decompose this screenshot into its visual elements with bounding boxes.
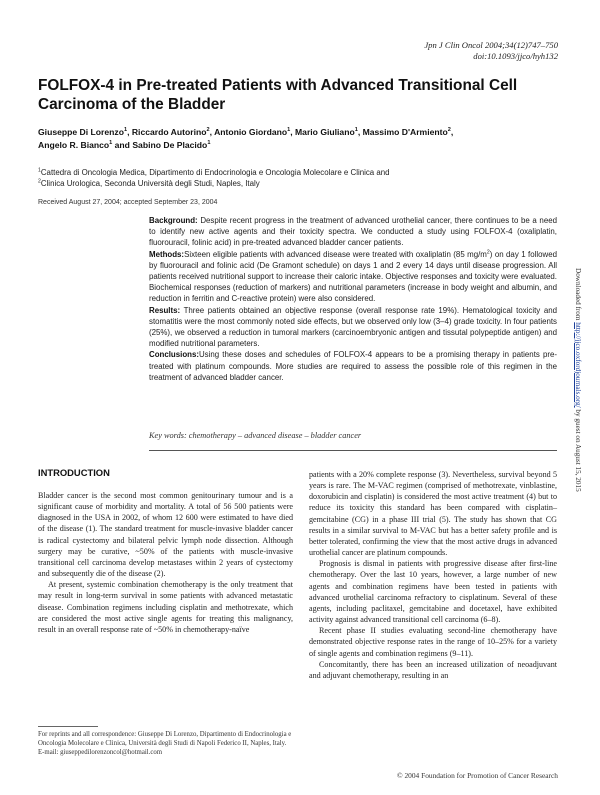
affiliation: $^2$Clinica Urologica, Seconda Università degli Studi, Naples, Italy	[38, 178, 260, 188]
journal-citation: Jpn J Clin Oncol 2004;34(12)747–750	[424, 40, 558, 50]
download-link[interactable]: http://jjco.oxfordjournals.org/	[574, 322, 582, 408]
abstract-results: Results: Three patients obtained an objective response (overall response rate 19%). Hematological toxicity and stomatitis were the most commonly noted side effects, but we observed only low (3–4) grade toxicity. In four patients (25%), we observed a reduction in tumoral markers (carcinoembryonic antigen and tissutal polypeptide antigen) and modified nutritional parameters.	[149, 305, 557, 349]
body-paragraph: Recent phase II studies evaluating second-line chemotherapy have demonstrated objective response rates in the range of 10–25% for a variety of single agents and combination regimens (9–11).	[309, 626, 557, 658]
body-paragraph: Prognosis is dismal in patients with progressive disease after first-line chemotherapy. Over the last 10 years, however, a large number of new agents and combination regimens have been tested in patients with advanced urothelial carcinoma refractory to cisplatinum. Several of these agents, including paclitaxel, gemcitabine and docetaxel, have exhibited activity against advanced transitional cell carcinoma (6–8).	[309, 559, 557, 625]
footnote-divider	[38, 726, 98, 727]
copyright-notice: © 2004 Foundation for Promotion of Cancer Research	[397, 771, 558, 780]
paper-title: FOLFOX-4 in Pre-treated Patients with Advanced Transitional Cell Carcinoma of the Bladder	[38, 77, 518, 113]
section-heading: INTRODUCTION	[38, 467, 110, 478]
abstract	[149, 215, 557, 383]
download-sidebar: Downloaded from http://jjco.oxfordjournals.org/ by guest on August 15, 2015	[574, 268, 582, 492]
author: Angelo R. Bianco$^1$	[38, 139, 113, 150]
author: Mario Giuliano$^1$	[295, 127, 358, 137]
abstract-conclusions: Conclusions:Using these doses and schedules of FOLFOX-4 appears to be a promising therapy in patients pre-treated with platinum compounds. More studies are required to assess the possible role of this regimen in the treatment of advanced bladder cancer.	[149, 350, 557, 382]
body-paragraph: Concomitantly, there has been an increased utilization of neoadjuvant and adjuvant chemotherapy, resulting in an	[309, 659, 557, 680]
correspondence-footnote	[38, 731, 293, 758]
body-paragraph: patients with a 20% complete response (3). Nevertheless, survival beyond 5 years is rare. The M-VAC regimen (comprised of methotrexate, vinblastine, doxorubicin and cisplatin) is considered the most active treatment (4) but to reduce its toxicity this standard has been compared with cisplatin–gemcitabine (CG) in a phase III trial (5). The study has shown that CG results in a similar survival to M-VAC but has a better safety profile and is better tolerated, confirming the view that the most active drugs in advanced urothelial cancer are platinum compounds.	[309, 470, 557, 558]
abstract-divider	[149, 450, 557, 451]
author: Sabino De Placido$^1$	[132, 139, 211, 150]
body-paragraph: Bladder cancer is the second most common genitourinary tumour and is a significant cause of morbidity and mortality. A total of 56 500 patients were diagnosed in the USA in 2002, of whom 12 600 were estimated to have died of the disease (1). The standard treatment for muscle-invasive bladder cancer is radical cystectomy and bilateral pelvic lymph node dissection. Although surgery may be curative, ~50% of the patients with muscle-invasive transitional cell carcinoma develop metastases within 2 years of cystectomy and subsequently die of the disease (2).	[38, 491, 293, 579]
author-list: Giuseppe Di Lorenzo$^1$, Riccardo Autorino$^2$, Antonio Giordano$^1$, Mario Giuliano$^1$, Massimo D'Armiento$^2$, Angelo R. Bianco$^1$ and Sabino De Placido$^1$	[38, 127, 454, 150]
body-column-left	[38, 467, 293, 635]
affiliation: $^1$Cattedra di Oncologia Medica, Dipartimento di Endocrinologia e Oncologia Molecolare e Clinica and	[38, 167, 390, 177]
body-paragraph: At present, systemic combination chemotherapy is the only treatment that may result in long-term survival in some patients with advanced metastatic disease. Combination regimens including cisplatin and methotrexate, which are considered the most active single agents for treating this malignancy, result in an overall response rate of ~50% in chemotherapy-naïve	[38, 580, 293, 634]
author: Antonio Giordano$^1$	[214, 127, 291, 137]
journal-doi: doi:10.1093/jjco/hyh132	[473, 51, 558, 61]
footnote-email: E-mail: giuseppedilorenzoncol@hotmail.com	[38, 748, 163, 756]
body-column-right	[309, 469, 557, 681]
keywords: Key words: chemotherapy – advanced disease – bladder cancer	[149, 431, 362, 440]
footnote-text: For reprints and all correspondence: Giuseppe Di Lorenzo, Dipartimento di Endocrinologia e Oncologia Molecolare e Clinica, Università degli Studi di Napoli Federico II, Naples, Italy.	[38, 731, 292, 747]
received-dates: Received August 27, 2004; accepted September 23, 2004	[38, 199, 218, 206]
abstract-methods: Methods:Sixteen eligible patients with advanced disease were treated with oxaliplatin (85 $mg/m^2$) on day 1 followed by fluorouracil and folinic acid (De Gramont schedule) on days 1 and 2 every 14 days until disease progression. All patients received nutritional support to increase their caloric intake. Objective responses and toxicity were evaluated. Biochemical responses (reduction of markers) and nutritional parameters (increase in body weight and albumin, and reduction in ferritin and C-reactive protein) were also considered.	[149, 248, 558, 304]
author: Riccardo Autorino$^2$	[131, 127, 210, 137]
affiliations	[38, 167, 563, 189]
journal-header	[424, 40, 558, 62]
author: Giuseppe Di Lorenzo$^1$	[38, 127, 128, 137]
author: Massimo D'Armiento$^2$	[362, 127, 451, 137]
abstract-background: Background: Despite recent progress in the treatment of advanced urothelial cancer, there continues to be a need to identify new active agents and their toxicity spectra. We conducted a study using FOLFOX-4 (oxaliplatin, fluorouracil, folinic acid) in pre-treated advanced bladder cancer patients.	[149, 216, 557, 248]
